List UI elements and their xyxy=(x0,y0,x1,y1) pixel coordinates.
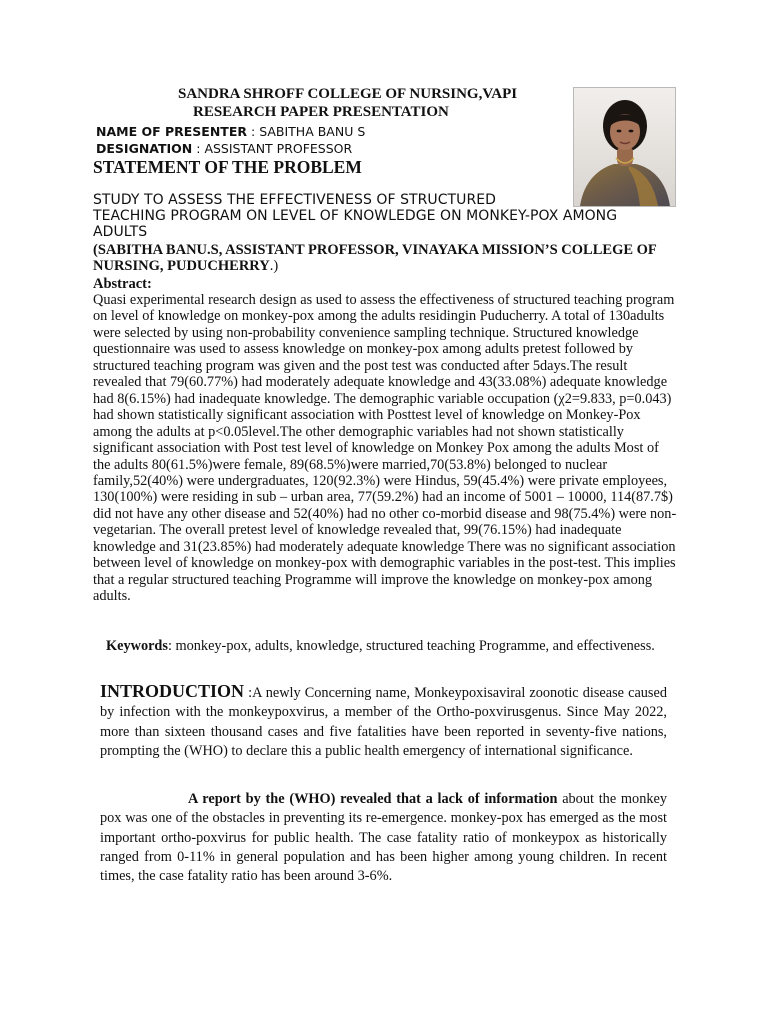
college-name: SANDRA SHROFF COLLEGE OF NURSING,VAPI xyxy=(178,86,518,102)
introduction-heading: INTRODUCTION xyxy=(100,681,245,701)
presenter-label: NAME OF PRESENTER xyxy=(96,124,248,139)
introduction-paragraph xyxy=(100,682,667,761)
presenter-value: SABITHA BANU S xyxy=(259,124,366,139)
abstract-heading: Abstract: xyxy=(93,276,152,292)
designation-line: DESIGNATION : ASSISTANT PROFESSOR xyxy=(96,141,353,156)
event-title: RESEARCH PAPER PRESENTATION xyxy=(193,104,449,120)
report-paragraph xyxy=(100,790,667,886)
keywords-text: : monkey-pox, adults, knowledge, structured teaching Programme, and effectiveness. xyxy=(167,638,655,654)
introduction-text: :A newly Concerning name, Monkeypoxisaviral zoonotic disease caused by infection with the monkeypoxvirus, a member of the Ortho-poxvirusgenus. Since May 2022, more than sixteen thousand cases and five fatalities have been reported in seventy-five nations, prompting the (WHO) to declare this a public health emergency of international significance. xyxy=(100,685,667,759)
presenter-line: NAME OF PRESENTER : SABITHA BANU S xyxy=(96,124,366,139)
problem-heading: STATEMENT OF THE PROBLEM xyxy=(93,157,362,177)
abstract-body: Quasi experimental research design as used to assess the effectiveness of structured teaching program on level of knowledge on monkey-pox among the adults residingin Puducherry. A total of 130adults were selected by using non-probability convenience sampling technique. Structured knowledge questionnaire was used to assess knowledge on monkey-pox among adults pretest followed by structured teaching program was given and the post test was conducted after 5days.The result revealed that 79(60.77%) had moderately adequate knowledge and 43(33.08%) adequate knowledge had 8(6.15%) had inadequate knowledge. The demographic variable occupation (χ2=9.833, p=0.043) had shown statistically significant association with Posttest level of knowledge on Monkey-Pox among the adults at p<0.05level.The other demographic variables had not shown statistically significant association with Post test level of knowledge on Monkey Pox among the adults Most of the adults 80(61.5%)were female, 89(68.5%)were married,70(53.8%) belonged to nuclear family,52(40%) were undergraduates, 120(92.3%) were Hindus, 59(45.4%) were private employees, 130(100%) were residing in sub – urban area, 77(59.2%) had an income of 5001 – 10000, 114(87.7$) did not have any other disease and 52(40%) had no other co-morbid disease and 98(75.4%) were non-vegetarian. The overall pretest level of knowledge revealed that, 99(76.15%) had inadequate knowledge and 31(23.85%) had moderately adequate knowledge There was no significant association between level of knowledge on monkey-pox with demographic variables in the post-test. This implies that a regular structured teaching Programme will improve the knowledge on monkey-pox among adults. xyxy=(93,292,677,605)
presenter-photo xyxy=(573,87,676,207)
report-text: about the monkey pox was one of the obstacles in preventing its re-emergence. monkey-pox has emerged as the most important ortho-poxvirus for public health. The case fatality ratio of monkeypox as historically ranged from 0-11% in general population and has been higher among young children. In recent times, the case fatality ratio has been around 3-6%. xyxy=(100,791,667,885)
study-title-line-1: STUDY TO ASSESS THE EFFECTIVENESS OF STRUCTURED xyxy=(93,192,496,208)
study-title-line-2: TEACHING PROGRAM ON LEVEL OF KNOWLEDGE ON MONKEY-POX AMONG ADULTS xyxy=(93,208,618,240)
report-bold-text: A report by the (WHO) revealed that a lack of information xyxy=(188,791,558,807)
author-affiliation-text: (SABITHA BANU.S, ASSISTANT PROFESSOR, VINAYAKA MISSION’S COLLEGE OF NURSING, PUDUCHERRY xyxy=(93,242,657,274)
keywords-label: Keywords xyxy=(106,638,168,654)
keywords-paragraph xyxy=(100,638,660,655)
author-affiliation xyxy=(93,242,668,274)
designation-value: ASSISTANT PROFESSOR xyxy=(204,141,353,156)
presenter-portrait-image xyxy=(574,88,675,206)
designation-label: DESIGNATION xyxy=(96,141,193,156)
author-affiliation-end: .) xyxy=(269,258,279,274)
study-title xyxy=(93,192,668,240)
